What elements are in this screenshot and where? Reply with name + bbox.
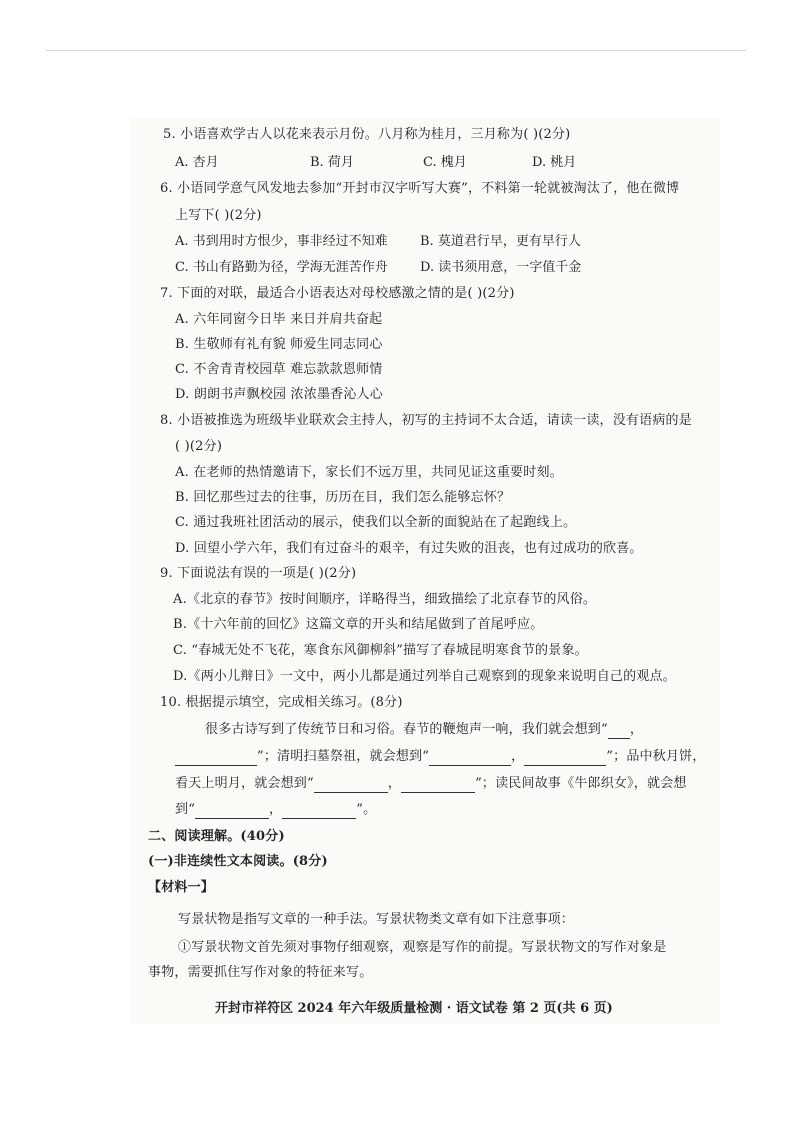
q5-stem: 5. 小语喜欢学古人以花来表示月份。八月称为桂月，三月称为( )(2分) bbox=[163, 127, 571, 142]
q6-options-row2 bbox=[175, 259, 735, 277]
q8-option-c[interactable]: C. 通过我班社团活动的展示，使我们以全新的面貌站在了起跑线上。 bbox=[175, 515, 577, 530]
q10-blank-4[interactable] bbox=[524, 751, 606, 766]
q5-option-c[interactable]: C. 槐月 bbox=[423, 155, 467, 170]
q5-option-b[interactable]: B. 荷月 bbox=[310, 155, 354, 170]
q7-stem: 7. 下面的对联，最适合小语表达对母校感激之情的是( )(2分) bbox=[160, 286, 515, 301]
q5-option-a[interactable]: A. 杏月 bbox=[175, 155, 219, 170]
q10-blank-7[interactable] bbox=[195, 804, 269, 819]
material-one-line2: ①写景状物文首先须对事物仔细观察，观察是写作的前提。写景状物文的写作对象是 bbox=[178, 940, 667, 955]
q10-blank-5[interactable] bbox=[314, 778, 388, 793]
q10-text: ”；品中秋月饼， bbox=[606, 749, 706, 764]
q10-text: 看天上明月，就会想到“ bbox=[175, 776, 314, 791]
q7-option-a[interactable]: A. 六年同窗今日毕 来日并肩共奋起 bbox=[175, 312, 383, 327]
page-top-divider bbox=[46, 50, 746, 51]
q6-option-c[interactable]: C. 书山有路勤为径，学海无涯苦作舟 bbox=[175, 260, 388, 275]
q6-option-b[interactable]: B. 莫道君行早，更有早行人 bbox=[420, 234, 581, 249]
q5-options bbox=[175, 154, 735, 172]
q8-stem-line2: ( )(2分) bbox=[175, 439, 223, 454]
q8-option-a[interactable]: A. 在老师的热情邀请下，家长们不远万里，共同见证这重要时刻。 bbox=[175, 465, 563, 480]
q5-option-d[interactable]: D. 桃月 bbox=[532, 155, 577, 170]
page-footer: 开封市祥符区 2024 年六年级质量检测 · 语文试卷 第 2 页(共 6 页) bbox=[215, 1001, 613, 1016]
q10-blank-6[interactable] bbox=[401, 778, 475, 793]
q10-blank-3[interactable] bbox=[429, 751, 511, 766]
q10-blank-8[interactable] bbox=[282, 804, 356, 819]
q10-paragraph-line4 bbox=[175, 801, 376, 819]
q6-options-row1 bbox=[175, 233, 735, 251]
q10-text: ”；读民间故事《牛郎织女》，就会想 bbox=[475, 776, 687, 791]
q6-option-a[interactable]: A. 书到用时方恨少，事非经过不知难 bbox=[175, 234, 388, 249]
q10-text: 到“ bbox=[175, 802, 196, 817]
q10-blank-1[interactable] bbox=[608, 724, 630, 739]
q7-option-d[interactable]: D. 朗朗书声飘校园 浓浓墨香沁人心 bbox=[175, 387, 383, 402]
section2-title: 二、阅读理解。(40分) bbox=[148, 829, 285, 844]
q10-paragraph-line2 bbox=[175, 748, 706, 766]
q10-text: ”；清明扫墓祭祖，就会想到“ bbox=[257, 749, 430, 764]
q10-paragraph-line3 bbox=[175, 775, 687, 793]
q9-option-b[interactable]: B.《十六年前的回忆》这篇文章的开头和结尾做到了首尾呼应。 bbox=[173, 617, 544, 632]
q6-option-d[interactable]: D. 读书须用意，一字值千金 bbox=[420, 260, 582, 275]
q6-stem-line1: 6. 小语同学意气风发地去参加“开封市汉字听写大赛”，不料第一轮就被淘汰了，他在微博 bbox=[160, 181, 680, 196]
q10-text: ”。 bbox=[356, 802, 377, 817]
q10-comma: ， bbox=[511, 749, 525, 764]
q10-paragraph-line1 bbox=[205, 721, 643, 739]
q9-option-a[interactable]: A.《北京的春节》按时间顺序，详略得当，细致描绘了北京春节的风俗。 bbox=[173, 592, 597, 607]
q10-comma: ， bbox=[387, 776, 402, 791]
q7-option-c[interactable]: C. 不舍青青校园草 难忘款款恩师情 bbox=[175, 362, 383, 377]
q7-option-b[interactable]: B. 生敬师有礼有貌 师爱生同志同心 bbox=[175, 337, 383, 352]
q10-blank-2[interactable] bbox=[175, 751, 257, 766]
q10-comma: ， bbox=[269, 802, 283, 817]
material-one-line3: 事物，需要抓住写作对象的特征来写。 bbox=[148, 965, 373, 980]
q9-stem: 9. 下面说法有误的一项是( )(2分) bbox=[160, 566, 357, 581]
q9-option-c[interactable]: C. “春城无处不飞花，寒食东风御柳斜”描写了春城昆明寒食节的景象。 bbox=[173, 643, 588, 658]
q6-stem-line2: 上写下( )(2分) bbox=[175, 208, 262, 223]
q8-option-d[interactable]: D. 回望小学六年，我们有过奋斗的艰辛，有过失败的沮丧，也有过成功的欣喜。 bbox=[175, 541, 643, 556]
q8-stem-line1: 8. 小语被推选为班级毕业联欢会主持人，初写的主持词不太合适，请读一读，没有语病的是 bbox=[160, 413, 692, 428]
section2-subtitle: (一)非连续性文本阅读。(8分) bbox=[148, 854, 328, 869]
q10-stem: 10. 根据提示填空，完成相关练习。(8分) bbox=[160, 695, 403, 710]
q8-option-b[interactable]: B. 回忆那些过去的往事，历历在目，我们怎么能够忘怀？ bbox=[175, 490, 511, 505]
q9-option-d[interactable]: D.《两小儿辩日》一文中，两小儿都是通过列举自己观察到的现象来说明自己的观点。 bbox=[173, 669, 676, 684]
material-one-line1: 写景状物是指写文章的一种手法。写景状物类文章有如下注意事项： bbox=[178, 912, 575, 927]
material-one-label: 【材料一】 bbox=[148, 880, 215, 895]
q10-text: 很多古诗写到了传统节日和习俗。春节的鞭炮声一响，我们就会想到“ bbox=[205, 722, 608, 737]
q10-comma: ， bbox=[629, 722, 644, 737]
